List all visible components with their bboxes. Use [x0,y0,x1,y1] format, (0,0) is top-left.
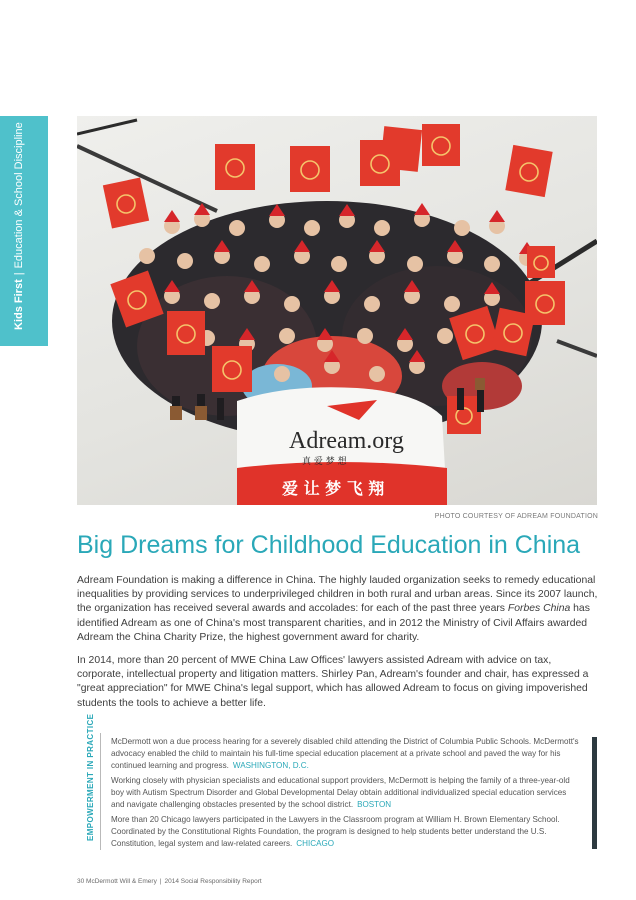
adream-banner [237,387,447,505]
page-number: 30 [77,878,85,885]
body-text: has identified Adream as one of China's most transparent charities, and in 2012 the Ministry of Civil Affairs awarded Adream the China Charity Prize, the highest government award for charity. [77,603,590,643]
footer-divider: | [159,878,162,885]
body-text: Adream Foundation is making a difference in China. The highly lauded organization seeks to remedy educational inequalities by providing services to underprivileged children in both rural and urban areas. Since its 2007 launch, the organization has received several awards and accolades: for each of the past three years [77,575,598,615]
banner-slogan: 爱 让 梦 飞 翔 [282,479,385,498]
floor-line [557,341,597,356]
section-name: Kids First [13,279,25,330]
practice-accent-bar [592,737,597,849]
photo-credit: PHOTO COURTESY OF ADREAM FOUNDATION [434,513,598,520]
practice-item-location: BOSTON [357,800,392,809]
practice-item-location: CHICAGO [296,839,335,848]
practice-item [111,814,581,850]
banner-logo: Adream.org [289,428,404,454]
page-title: Big Dreams for Childhood Education in China [77,531,581,559]
body-paragraph [77,574,599,645]
section-divider: | [13,272,25,276]
practice-item-text: McDermott won a due process hearing for a severely disabled child attending the District of Columbia Public Schools. McDermott's advocacy enabled the child to maintain his full-time special education placement at a private school and paved the way for his continued learning and progress. [111,737,579,770]
banner-chinese: 真 爱 梦 想 [302,457,347,467]
practice-item-text: Working closely with physician specialists and educational support providers, McDermott is helping the family of a three-year-old boy with Autism Spectrum Disorder and Global Developmental Delay obtain additional individualized special education services and navigate challenging obstacles presented by the school district. [111,776,570,809]
footer-firm: McDermott Will & Emery [86,878,157,885]
body-paragraph: In 2014, more than 20 percent of MWE China Law Offices' lawyers assisted Adream with advice on tax, corporate, intellectual property and litigation matters. Shirley Pan, Adream's founder and chair, has expressed a "great appreciation" for MWE China's legal support, which has allowed Adream to focus on giving impoverished students the tools to achieve a better life. [77,655,589,709]
section-tab-label [13,122,25,330]
practice-item-text: More than 20 Chicago lawyers participated in the Lawyers in the Classroom program at William H. Brown Elementary School. Coordinated by the Constitutional Rights Foundation, the program is designed to help students better understand the U.S. Constitution, legal system and law-related careers. [111,815,560,848]
practice-item-location: WASHINGTON, D.C. [232,761,309,770]
practice-label: EMPOWERMENT IN PRACTICE [86,713,95,841]
footer-report: 2014 Social Responsibility Report [164,878,262,885]
practice-item [111,736,581,772]
floor-line [77,146,217,211]
group-photo-illustration [77,116,597,505]
publication-name: Forbes China [507,603,571,615]
floor-line [77,120,137,134]
section-topic: Education & School Discipline [13,122,25,269]
practice-divider [100,733,101,850]
page-footer [77,878,262,885]
practice-item [111,775,581,811]
group-photo [77,116,597,505]
